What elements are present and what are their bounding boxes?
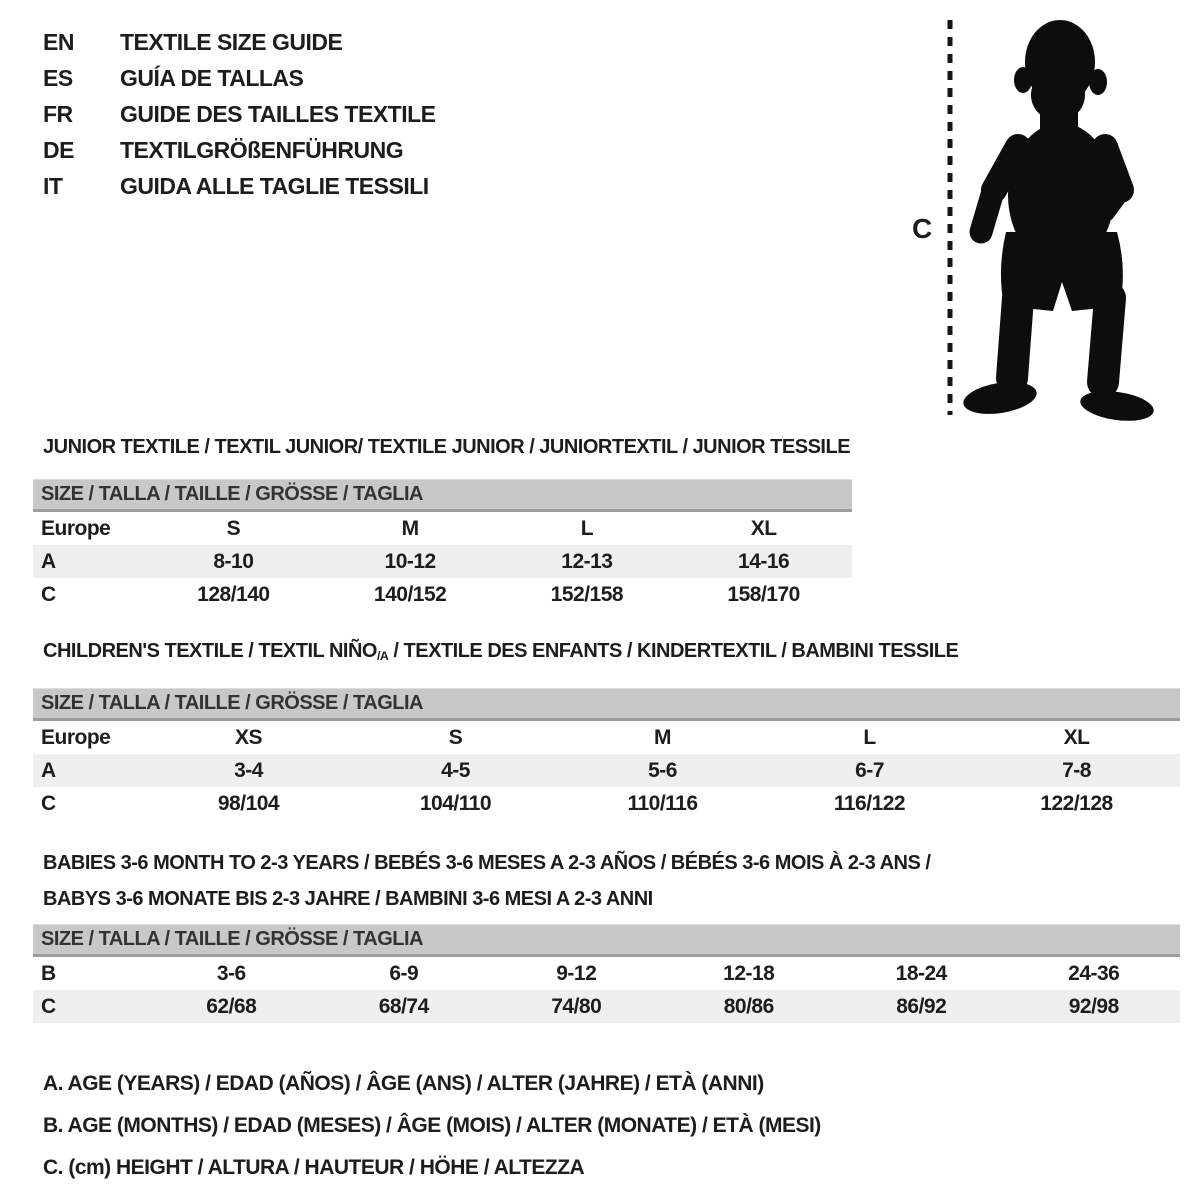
row-label: B [41,961,56,985]
size-cell: 62/68 [206,994,257,1018]
row-label: C [41,791,56,815]
lang-label: TEXTILE SIZE GUIDE [120,28,343,55]
language-title-list [43,24,436,204]
size-cell: 6-9 [389,961,419,985]
size-cell: 7-8 [1062,758,1091,782]
size-cell: 152/158 [550,582,624,606]
size-cell: M [401,516,419,540]
toddler-figure-svg [905,10,1185,430]
table-row [33,787,1180,820]
size-cell: 128/140 [197,582,270,606]
babies-section-title [43,845,930,917]
size-cell: 158/170 [727,582,800,606]
lang-code: IT [43,172,63,199]
size-cell: 122/128 [1040,791,1113,815]
lang-code: DE [43,136,74,163]
size-cell: 92/98 [1068,994,1119,1018]
size-cell: M [654,725,671,749]
size-cell: XL [1063,725,1090,749]
size-cell: 80/86 [723,994,774,1018]
size-cell: 10-12 [384,549,436,573]
size-cell: 3-4 [234,758,263,782]
junior-size-table [33,479,852,611]
table-row [33,578,852,611]
children-title-post: / TEXTILE DES ENFANTS / KINDERTEXTIL / BAMBINI TESSILE [388,640,959,662]
lang-label: TEXTILGRÖßENFÜHRUNG [120,136,404,163]
lang-code: EN [43,28,74,55]
size-cell: S [226,516,241,540]
size-cell: 12-13 [561,549,613,573]
toddler-silhouette-icon [961,20,1155,425]
legend [43,1063,821,1189]
height-measure-label: C [912,213,932,244]
size-cell: 140/152 [373,582,447,606]
legend-line-b: B. AGE (MONTHS) / EDAD (MESES) / ÂGE (MOIS) / ALTER (MONATE) / ETÀ (MESI) [43,1114,821,1137]
lang-code: FR [43,100,73,127]
children-size-table [33,688,1180,820]
size-cell: 8-10 [213,549,254,573]
size-cell: XL [750,516,777,540]
size-cell: 9-12 [556,961,597,985]
table-row [33,957,1180,990]
table-row [33,754,1180,787]
lang-row-de [43,132,436,168]
row-label: C [41,994,56,1018]
table-row [33,721,1180,754]
size-cell: S [448,725,463,749]
size-cell: 3-6 [216,961,246,985]
lang-row-fr [43,96,436,132]
row-label: A [41,549,56,573]
table-row [33,545,852,578]
babies-size-table [33,924,1180,1023]
row-label: C [41,582,56,606]
row-label: A [41,758,56,782]
row-label: Europe [41,516,111,540]
size-header-bar: SIZE / TALLA / TAILLE / GRÖSSE / TAGLIA [33,479,852,512]
size-cell: 98/104 [217,791,280,815]
size-cell: XS [234,725,262,749]
babies-title-line1: BABIES 3-6 MONTH TO 2-3 YEARS / BEBÉS 3-6 MESES A 2-3 AÑOS / BÉBÉS 3-6 MOIS À 2-3 ANS / [43,852,931,874]
table-row [33,512,852,545]
size-cell: L [863,725,876,749]
size-cell: 24-36 [1068,961,1120,985]
children-section-title [43,640,958,663]
size-cell: 74/80 [551,994,602,1018]
legend-line-a: A. AGE (YEARS) / EDAD (AÑOS) / ÂGE (ANS) / ALTER (JAHRE) / ETÀ (ANNI) [43,1072,764,1095]
lang-label: GUÍA DE TALLAS [120,64,304,91]
size-cell: 12-18 [723,961,775,985]
children-title-pre: CHILDREN'S TEXTILE / TEXTIL NIÑO [43,640,377,662]
lang-row-en [43,24,436,60]
size-cell: 5-6 [648,758,677,782]
size-cell: 110/116 [627,791,698,815]
size-cell: 86/92 [896,994,947,1018]
babies-title-line2: BABYS 3-6 MONATE BIS 2-3 JAHRE / BAMBINI 3-6 MESI A 2-3 ANNI [43,888,653,910]
size-header-bar: SIZE / TALLA / TAILLE / GRÖSSE / TAGLIA [33,924,1180,957]
size-cell: 104/110 [419,791,492,815]
size-cell: 18-24 [895,961,947,985]
size-cell: 116/122 [833,791,906,815]
size-cell: 68/74 [378,994,429,1018]
table-row [33,990,1180,1023]
size-cell: 14-16 [738,549,790,573]
size-cell: L [580,516,594,540]
size-cell: 6-7 [855,758,884,782]
lang-label: GUIDA ALLE TAGLIE TESSILI [120,172,429,199]
size-cell: 4-5 [441,758,470,782]
junior-section-title: JUNIOR TEXTILE / TEXTIL JUNIOR/ TEXTILE JUNIOR / JUNIORTEXTIL / JUNIOR TESSILE [43,436,851,458]
children-title-sub: /A [376,649,389,664]
lang-code: ES [43,64,73,91]
row-label: Europe [41,725,111,749]
lang-row-it [43,168,436,204]
legend-line-c: C. (cm) HEIGHT / ALTURA / HAUTEUR / HÖHE / ALTEZZA [43,1156,585,1179]
lang-label: GUIDE DES TAILLES TEXTILE [120,100,436,127]
lang-row-es [43,60,436,96]
size-header-bar: SIZE / TALLA / TAILLE / GRÖSSE / TAGLIA [33,688,1180,721]
